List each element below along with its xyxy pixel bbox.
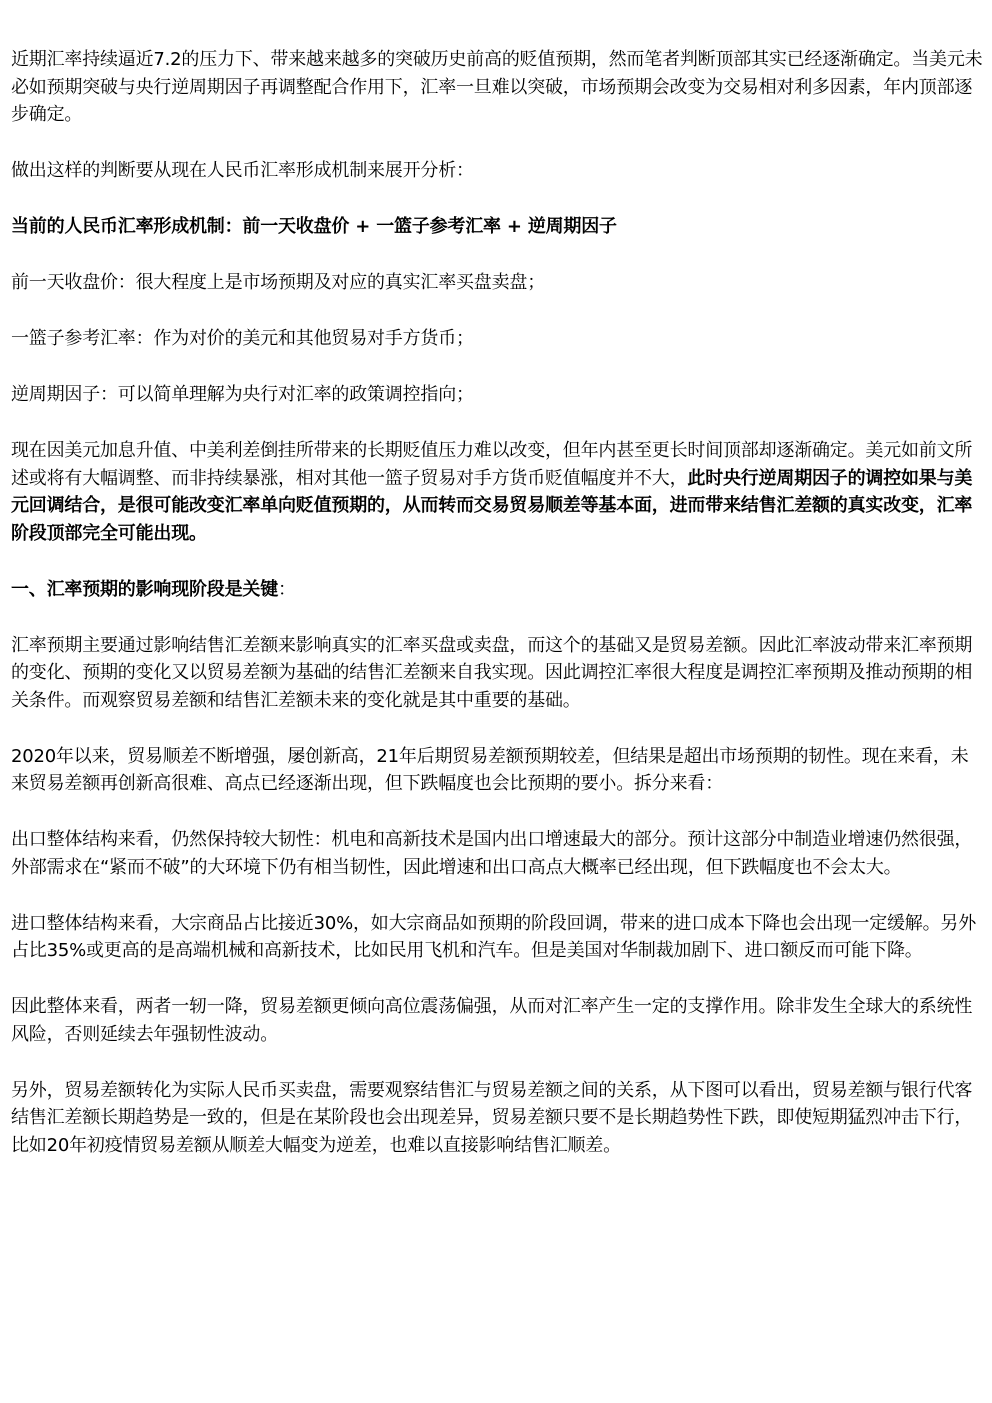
paragraph-basket-rate: 一篮子参考汇率：作为对价的美元和其他贸易对手方货币；	[11, 328, 474, 349]
current-situation-text: 现在因美元加息升值、中美利差倒挂所带来的长期贬值压力难以改变，但年内甚至更长时间顶部却逐渐确定。美元如前文所述或将有大幅调整、而非持续暴涨，相对其他一篮子贸易对手方货币贬值幅度并不大，	[11, 440, 973, 489]
article-body	[11, 46, 985, 1159]
paragraph-fx-settlement: 另外，贸易差额转化为实际人民币买卖盘，需要观察结售汇与贸易差额之间的关系，从下图可以看出，贸易差额与银行代客结售汇差额长期趋势是一致的，但是在某阶段也会出现差异，贸易差额只要不是长期趋势性下跌，即使短期猛烈冲击下行，比如20年初疫情贸易差额从顺差大幅变为逆差，也难以直接影响结售汇顺差。	[11, 1079, 973, 1156]
paragraph-exports: 出口整体结构来看，仍然保持较大韧性：机电和高新技术是国内出口增速最大的部分。预计这部分中制造业增速仍然很强，外部需求在“紧而不破”的大环境下仍有相当韧性，因此增速和出口高点大概率已经出现，但下跌幅度也不会太大。	[11, 829, 973, 878]
paragraph-analysis-lead: 做出这样的判断要从现在人民币汇率形成机制来展开分析：	[11, 160, 474, 181]
paragraph-expectation: 汇率预期主要通过影响结售汇差额来影响真实的汇率买盘或卖盘，而这个的基础又是贸易差额。因此汇率波动带来汇率预期的变化、预期的变化又以贸易差额为基础的结售汇差额来自我实现。因此调控汇率很大程度是调控汇率预期及推动预期的相关条件。而观察贸易差额和结售汇差额未来的变化就是其中重要的基础。	[11, 634, 973, 711]
paragraph-trade-surplus: 2020年以来，贸易顺差不断增强，屡创新高，21年后期贸易差额预期较差，但结果是超出市场预期的韧性。现在来看，未来贸易差额再创新高很难、高点已经逐渐出现，但下跌幅度也会比预期的要小。拆分来看：	[11, 745, 969, 794]
section-heading-1	[11, 576, 985, 604]
current-situation-emphasis: 此时央行逆周期因子的调控如果与美元回调结合，是很可能改变汇率单向贬值预期的，从而转而交易贸易顺差等基本面，进而带来结售汇差额的真实改变，汇率阶段顶部完全可能出现。	[11, 467, 973, 544]
paragraph-imports: 进口整体结构来看，大宗商品占比接近30%，如大宗商品如预期的阶段回调，带来的进口成本下降也会出现一定缓解。另外占比35%或更高的是高端机械和高新技术，比如民用飞机和汽车。但是美国对华制裁加剧下、进口额反而可能下降。	[11, 912, 977, 961]
section-heading-1-text: 一、汇率预期的影响现阶段是关键	[11, 578, 278, 600]
paragraph-overall: 因此整体来看，两者一轫一降，贸易差额更倾向高位震荡偏强，从而对汇率产生一定的支撑作用。除非发生全球大的系统性风险，否则延续去年强韧性波动。	[11, 996, 973, 1045]
paragraph-mechanism-heading: 当前的人民币汇率形成机制：前一天收盘价 + 一篮子参考汇率 + 逆周期因子	[11, 216, 617, 237]
paragraph-closing-price: 前一天收盘价：很大程度上是市场预期及对应的真实汇率买盘卖盘；	[11, 272, 545, 293]
section-heading-1-colon: ：	[278, 578, 296, 600]
paragraph-intro: 近期汇率持续逼近7.2的压力下、带来越来越多的突破历史前高的贬值预期，然而笔者判断顶部其实已经逐渐确定。当美元未必如预期突破与央行逆周期因子再调整配合作用下，汇率一旦难以突破，市场预期会改变为交易相对利多因素，年内顶部逐步确定。	[11, 49, 983, 125]
paragraph-countercyclical-factor: 逆周期因子：可以简单理解为央行对汇率的政策调控指向；	[11, 384, 474, 405]
paragraph-current-situation	[11, 437, 985, 547]
